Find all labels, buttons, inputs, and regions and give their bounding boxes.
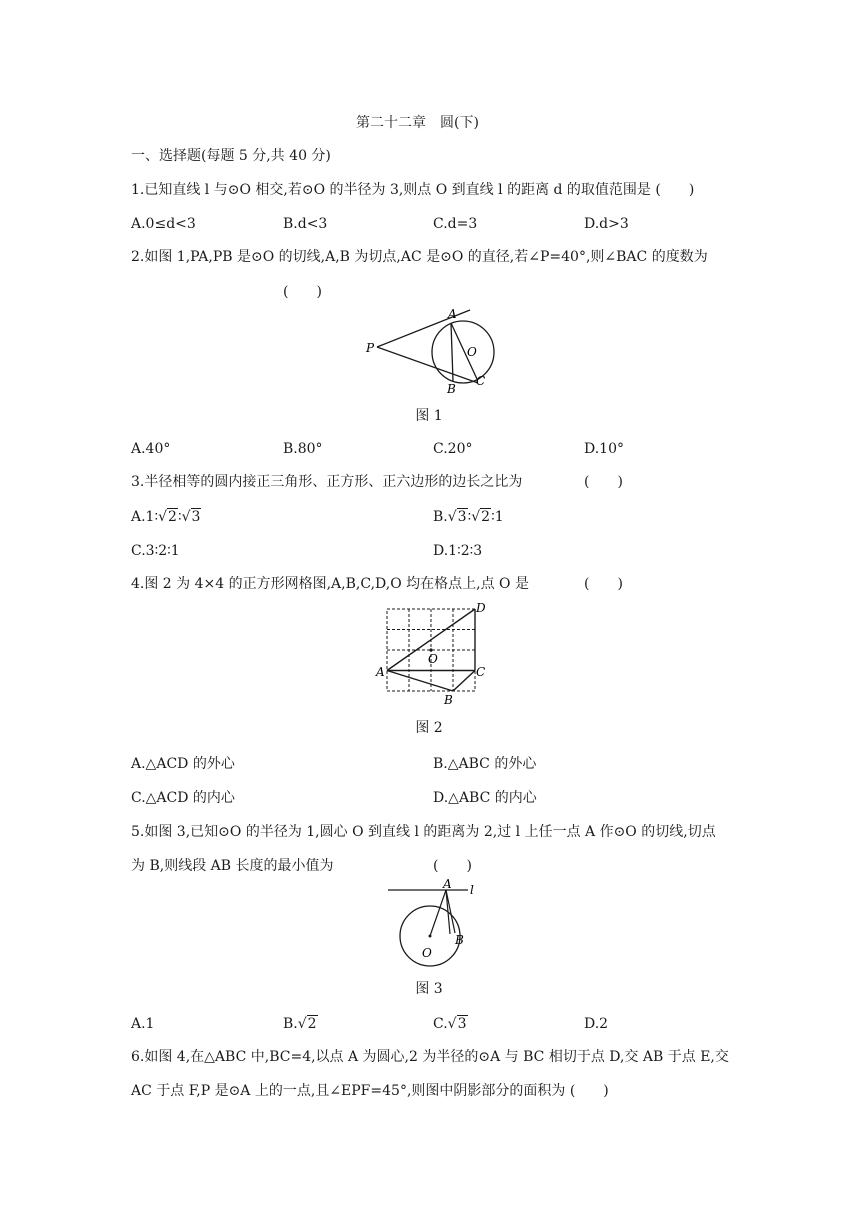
- q5-option-b: [283, 1014, 318, 1034]
- label-a: A: [443, 877, 452, 891]
- q3-a-sep: ∶: [177, 509, 182, 525]
- figure-3-caption: 图 3: [415, 981, 443, 997]
- sqrt-symbol: √: [471, 509, 481, 525]
- label-o: O: [467, 345, 477, 359]
- q2-option-a: A.40°: [131, 441, 171, 457]
- figure-2-caption: 图 2: [415, 720, 443, 736]
- figure-3: [384, 876, 494, 971]
- q1-option-b: B.d<3: [283, 216, 328, 232]
- sqrt-symbol: √: [447, 1016, 457, 1032]
- q3-answer-paren: ( ): [584, 474, 623, 490]
- question-5-stem-line-2: 为 B,则线段 AB 长度的最小值为: [131, 858, 334, 874]
- label-b: B: [455, 933, 464, 947]
- sqrt-symbol: √: [181, 509, 191, 525]
- q1-option-d: D.d>3: [584, 216, 629, 232]
- q3-b-radicand-1: 3: [457, 509, 467, 525]
- q4-option-d: D.△ABC 的内心: [433, 790, 537, 806]
- figure-2: [372, 600, 492, 710]
- question-6-stem-line-1: 6.如图 4,在△ABC 中,BC=4,以点 A 为圆心,2 为半径的⊙A 与 BC 相切于点 D,交 AB 于点 E,交: [131, 1049, 729, 1065]
- question-6-stem-line-2: AC 于点 F,P 是⊙A 上的一点,且∠EPF=45°,则图中阴影部分的面积为 ( ): [131, 1083, 609, 1099]
- q3-b-prefix: B.: [433, 509, 448, 525]
- label-c: C: [476, 374, 486, 388]
- q2-answer-paren: ( ): [283, 284, 322, 300]
- q4-answer-paren: ( ): [584, 576, 623, 592]
- figure-1: [360, 305, 500, 400]
- q1-option-c: C.d=3: [433, 216, 478, 232]
- q3-option-c: C.3∶2∶1: [131, 543, 180, 559]
- label-l: l: [470, 883, 474, 897]
- q3-b-radicand-2: 2: [481, 509, 491, 525]
- q4-option-b: B.△ABC 的外心: [433, 756, 537, 772]
- tangent-pb: [377, 347, 478, 383]
- chord-ab: [451, 323, 453, 381]
- question-4-stem: 4.图 2 为 4×4 的正方形网格图,A,B,C,D,O 均在格点上,点 O 是: [131, 576, 529, 592]
- q5-option-a: A.1: [131, 1016, 155, 1032]
- q3-a-prefix: A.1∶: [131, 509, 159, 525]
- question-2-stem: 2.如图 1,PA,PB 是⊙O 的切线,A,B 为切点,AC 是⊙O 的直径,若∠P=40°,则∠BAC 的度数为: [131, 249, 708, 265]
- q3-b-end: ∶1: [491, 509, 504, 525]
- sqrt-symbol: √: [158, 509, 168, 525]
- q2-option-c: C.20°: [433, 441, 473, 457]
- q3-b-sep: ∶: [467, 509, 472, 525]
- sqrt-symbol: √: [297, 1016, 307, 1032]
- q3-option-a: [131, 507, 201, 527]
- center-o: [429, 935, 432, 938]
- q5-b-prefix: B.: [283, 1016, 298, 1032]
- sqrt-symbol: √: [447, 509, 457, 525]
- q5-option-d: D.2: [584, 1016, 609, 1032]
- q2-option-d: D.10°: [584, 441, 624, 457]
- label-c: C: [476, 665, 486, 679]
- question-3-stem: 3.半径相等的圆内接正三角形、正方形、正六边形的边长之比为: [131, 474, 523, 490]
- label-o: O: [428, 652, 438, 666]
- q3-option-d: D.1∶2∶3: [433, 543, 483, 559]
- q4-option-a: A.△ACD 的外心: [131, 756, 235, 772]
- q5-answer-paren: ( ): [433, 858, 472, 874]
- label-b: B: [444, 693, 453, 707]
- label-p: P: [366, 341, 375, 355]
- q5-c-radicand: 3: [457, 1016, 467, 1032]
- q5-c-prefix: C.: [433, 1016, 448, 1032]
- segment-oa: [430, 890, 446, 936]
- segment-a-tangent: [446, 890, 450, 934]
- label-d: D: [476, 601, 486, 615]
- label-o: O: [422, 946, 432, 960]
- q5-option-c: [433, 1014, 468, 1034]
- q3-option-b: [433, 507, 504, 527]
- question-1-stem: 1.已知直线 l 与⊙O 相交,若⊙O 的半径为 3,则点 O 到直线 l 的距离 d 的取值范围是 ( ): [131, 182, 695, 198]
- q5-b-radicand: 2: [307, 1016, 317, 1032]
- question-5-stem-line-1: 5.如图 3,已知⊙O 的半径为 1,圆心 O 到直线 l 的距离为 2,过 l 上任一点 A 作⊙O 的切线,切点: [131, 824, 716, 840]
- section-heading: 一、选择题(每题 5 分,共 40 分): [131, 148, 331, 164]
- q2-option-b: B.80°: [283, 441, 323, 457]
- label-b: B: [447, 382, 456, 396]
- q4-option-c: C.△ACD 的内心: [131, 790, 235, 806]
- q3-a-radicand-2: 3: [191, 509, 201, 525]
- label-a: A: [376, 665, 385, 679]
- figure-1-caption: 图 1: [415, 408, 443, 424]
- page-title: 第二十二章 圆(下): [356, 115, 479, 131]
- label-a: A: [448, 307, 457, 321]
- q1-option-a: A.0≤d<3: [131, 216, 196, 232]
- q3-a-radicand-1: 2: [168, 509, 177, 525]
